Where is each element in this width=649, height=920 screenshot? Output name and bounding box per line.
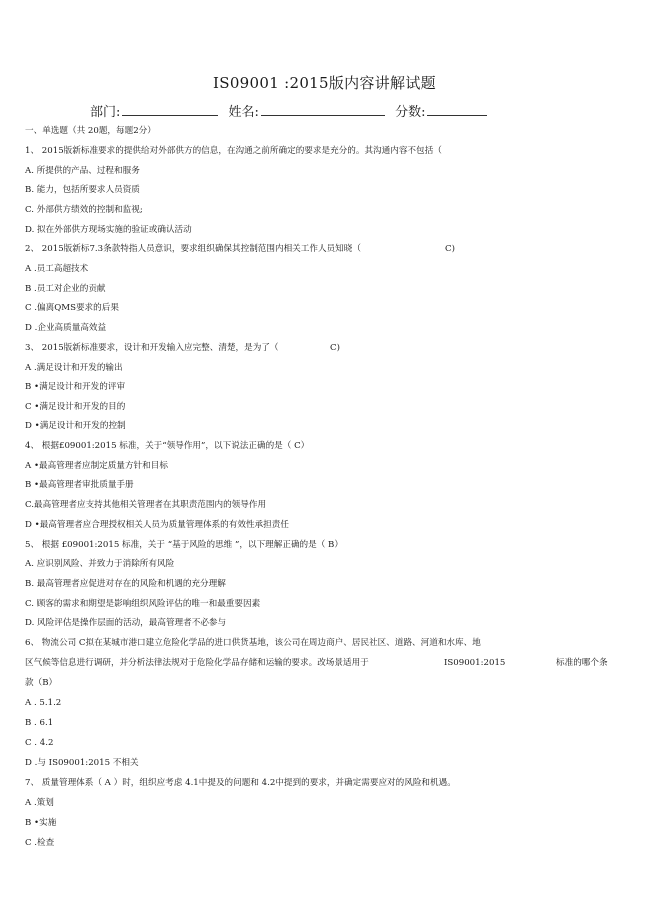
question-stem: 4、 根据£09001:2015 标准，关于“领导作用”，以下说法正确的是（ C） (25, 441, 310, 451)
question-stem: 1、 2015版新标准要求的提供给对外部供方的信息，在沟通之前所确定的要求是充分的。其沟通内容不包括（ (25, 146, 442, 156)
option-item: B •最高管理者审批质量手册 (25, 480, 134, 490)
score-label: 分数: (395, 105, 426, 120)
question-answer: C) (330, 343, 340, 353)
option-item: B •满足设计和开发的评审 (25, 382, 126, 392)
option-item: D .企业高质量高效益 (25, 323, 107, 333)
question-stem: 2、 2015版新标7.3条款特指人员意识，要求组织确保其控制范围内相关工作人员知晓（ (25, 244, 361, 254)
option-item: B. 能力，包括所要求人员资质 (25, 185, 140, 195)
option-item: C .检查 (25, 838, 55, 848)
section-heading: 一、单选题（共 20题，每题2分） (25, 126, 156, 136)
option-item: C . 4.2 (25, 738, 54, 748)
option-item: A. 所提供的产品、过程和服务 (25, 166, 140, 176)
option-item: D •最高管理者应合理授权相关人员为质量管理体系的有效性承担责任 (25, 520, 289, 530)
option-item: C.最高管理者应支持其他相关管理者在其职责范围内的领导作用 (25, 500, 267, 510)
option-item: C .偏离QMS要求的后果 (25, 303, 119, 313)
option-item: A •最高管理者应制定质量方针和目标 (25, 461, 168, 471)
option-item: A .策划 (25, 798, 54, 808)
department-label: 部门: (90, 105, 121, 120)
option-item: D .与 IS09001:2015 不相关 (25, 758, 139, 768)
option-item: D •满足设计和开发的控制 (25, 421, 126, 431)
question-stem: 7、 质量管理体系（ A ）时，组织应考虑 4.1中提及的问题和 4.2中提到的要求，并确定需要应对的风险和机遇。 (25, 778, 456, 788)
option-item: B. 最高管理者应促进对存在的风险和机遇的充分理解 (25, 579, 226, 589)
name-label: 姓名: (228, 105, 259, 120)
option-item: A .员工高超技术 (25, 264, 89, 274)
exam-title: IS09001 :2015版内容讲解试题 (213, 74, 436, 92)
name-field[interactable] (261, 102, 385, 116)
question-stem: 6、 物流公司 C拟在某城市港口建立危险化学品的进口供货基地，该公司在周边商户、居民社区、道路、河道和水库、地 (25, 638, 481, 648)
department-field[interactable] (122, 102, 218, 116)
question-stem: 区气候等信息进行调研，并分析法律法规对于危险化学品存储和运输的要求。改场景适用于 (25, 658, 369, 668)
question-stem: 3、 2015版新标准要求，设计和开发输入应完整、清楚，是为了（ (25, 343, 279, 353)
question-standard: IS09001:2015 (444, 658, 506, 668)
option-item: A. 应识别风险、并致力于消除所有风险 (25, 559, 175, 569)
option-item: B . 6.1 (25, 718, 54, 728)
option-item: C. 顾客的需求和期望是影响组织风险评估的唯一和最重要因素 (25, 599, 261, 609)
option-item: B •实施 (25, 818, 57, 828)
score-field[interactable] (427, 102, 487, 116)
option-item: A .满足设计和开发的输出 (25, 363, 123, 373)
option-item: A . 5.1.2 (25, 698, 62, 708)
question-stem: 5、 根据 £09001:2015 标准，关于 “基于风险的思维 ”，以下理解正确的是（ B） (25, 540, 343, 550)
option-item: C •满足设计和开发的目的 (25, 402, 126, 412)
option-item: C. 外部供方绩效的控制和监视; (25, 205, 143, 215)
option-item: D. 风险评估是操作层面的活动，最高管理者不必参与 (25, 618, 227, 628)
option-item: D. 拟在外部供方现场实施的验证或确认活动 (25, 225, 192, 235)
option-item: B .员工对企业的贡献 (25, 284, 106, 294)
question-answer: C) (445, 244, 455, 254)
question-stem: 款（B） (25, 678, 58, 688)
exam-info-row (90, 101, 493, 120)
question-stem: 标准的哪个条 (556, 658, 608, 668)
